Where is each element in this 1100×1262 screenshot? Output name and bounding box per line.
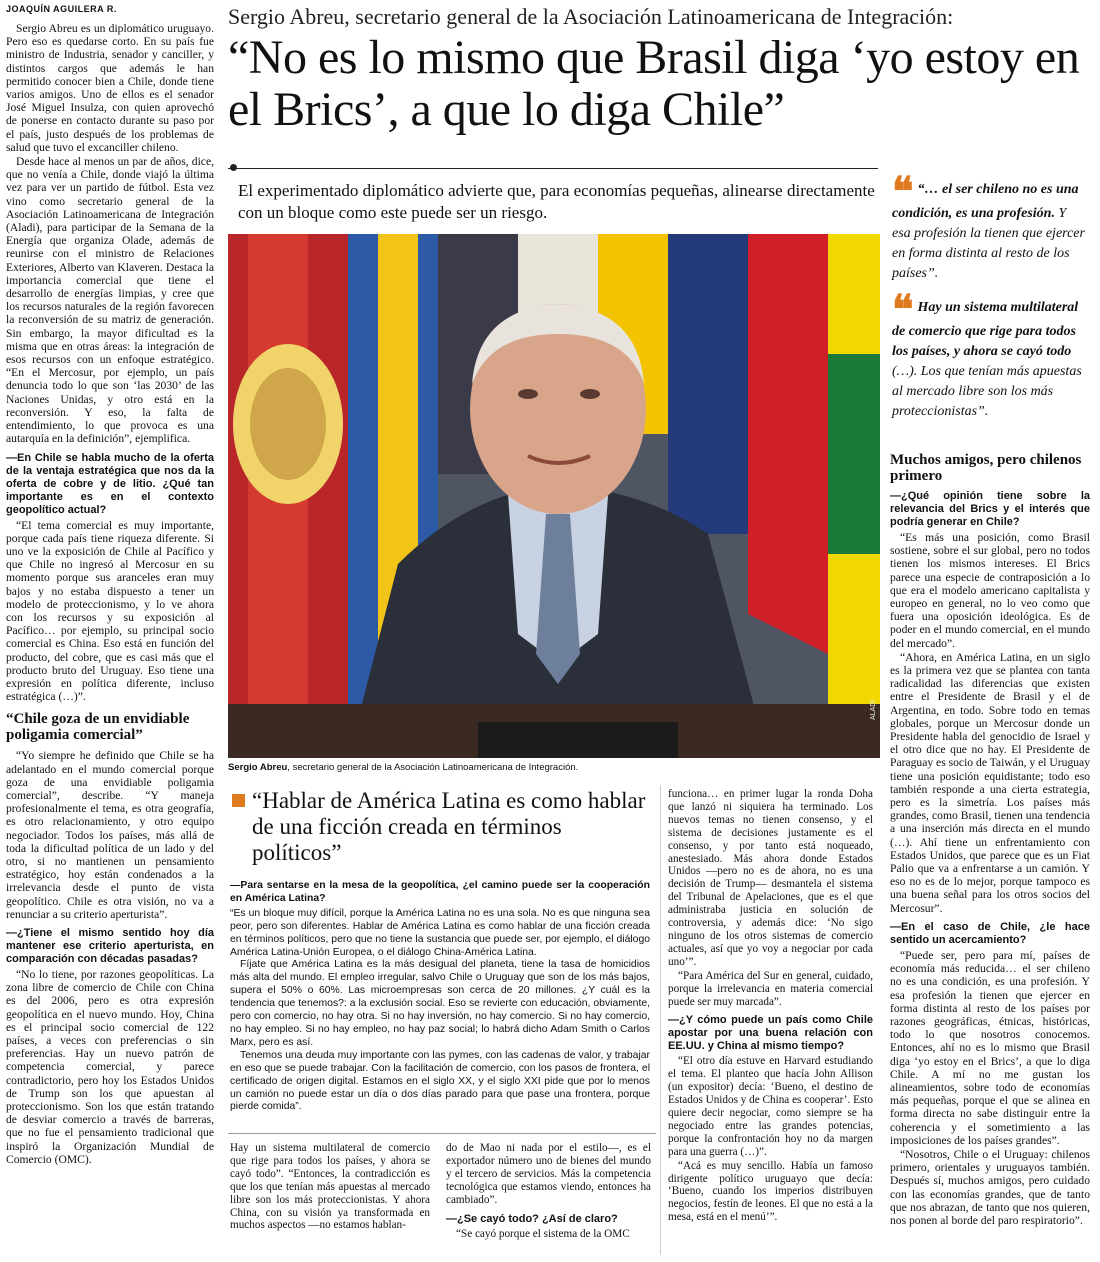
bottom-column-2 [446, 1142, 651, 1241]
photo-sergio-abreu [228, 234, 880, 758]
intro-paragraph: Sergio Abreu es un diplomático uruguayo. Pero eso es quedarse corto. En su país fue ministro de Industria, senador y canciller, y distintos cargos que además le han permitido conocer bien a Chile, donde tiene varios amigos. Uno de ellos es el senador José Miguel Insulza, con quien aprovechó de ponerse en contacto durante su paso por el país, justo después de los problemas de salud que tuvo el excanciller chileno. [6, 22, 214, 154]
subhead: “Hablar de América Latina es como hablar de una ficción creada en términos políticos” [252, 788, 646, 865]
body-paragraph: “Es más una posición, como Brasil sostiene, sobre el sur global, pero no todos tienen los mismos intereses. El Brics parece una especie de contraposición a lo que era el modelo americano capitalista y europeo en general, no lo veo como que fuera una oposición ideológica. Es de poder en el mundo comercial, en el mundo del mercado”. [890, 531, 1090, 650]
body-paragraph: “Para América del Sur en general, cuidado, porque la irrelevancia en materia comercial puede ser muy marcada”. [668, 969, 873, 1008]
body-paragraph: Tenemos una deuda muy importante con las pymes, con las cadenas de valor, y trabajar en eso que se puede trabajar. Con la facilitación de comercio, con los pasos de frontera, el certificado de origen digital. Estamos en el siglo XX, y el siglo XXI pide que por lo menos un camión no puede estar un día o dos días parado para que pase una frontera, porque pierde comida”. [230, 1049, 650, 1113]
bottom-column-1 [230, 1142, 430, 1233]
body-paragraph: Desde hace al menos un par de años, dice, que no venía a Chile, donde viajó la última vez para ver un partido de fútbol. Esta vez vino como secretario general de la Asociación Latinoamericana de Integración (Aladi), para participar de la Semana de la Energía que organiza Olade, además de reunirse con el ministro de Relaciones Exteriores, Alberto van Klaveren. Destaca la importancia comercial que tiene el desarrollo de energías limpias, y cree que los recursos naturales de la región favorecen la reconversión de su matriz de generación. Sin embargo, la mayor dificultad es la misma que en otras áreas: la integración de esos recursos con un enfoque estratégico. “En el Mercosur, por ejemplo, un país denuncia todo lo que son ‘las 2030’ de las Naciones Unidas, y otro está en la reconversión. Y eso, la falta de entendimiento, lo que provoca es una autarquía en la definición”, ejemplifica. [6, 155, 214, 446]
bullet-dot [230, 164, 237, 171]
orange-square-icon [232, 794, 245, 807]
kicker: Sergio Abreu, secretario general de la Asociación Latinoamericana de Integración: [228, 4, 954, 29]
body-paragraph: “El tema comercial es muy importante, porque cada país tiene riqueza diferente. Si uno ve la exposición de Chile al Pacífico y que Chile no ingresó al Mercosur en su momento porque sus aranceles eran muy bajos y no estaba dispuesto a tener un modelo de proteccionismo, y lo ve ahora con los recursos y su exposición al Pacífico… por ejemplo, su principal socio comercial es China. Eso está en función del producto, del cobre, que es casi más que el producto bruto del Uruguay. Eso tiene una expresión en política diferente, incluso estratégica (…)”. [6, 518, 214, 704]
body-paragraph: “Ahora, en América Latina, en un siglo es la primera vez que se plantea con tanta radicalidad las diferencias que existen entre el Presidente de Brasil y el de Argentina, en todo. Sobre todo en temas globales, porque un Mercosur donde un Presidente habla del genocidio de Israel y el otro dice que no hay. El Presidente de Paraguay es socio de Taiwán, y el Uruguay tiene una posición equidistante; todo eso también responde a una cierta estrategia, pero es la simetría. Los países más grandes, como Brasil, tienen una tendencia a una inserción más directa en el mundo (…). Ahí tiene un enfrentamiento con Estados Unidos, que parece que es un Fiat Palio que va a enfrentarse a un camión. Y eso no es de lo mejor, porque tampoco es una buena señal para los otros socios del Mercosur”. [890, 650, 1090, 915]
pull-quote-1 [892, 168, 1088, 284]
caption-text: , secretario general de la Asociación Latinoamericana de Integración. [287, 762, 579, 773]
body-paragraph: do de Mao ni nada por el estilo—, es el exportador número uno de bienes del mundo y el tercero de servicios. Más la competencia tecnológica que estamos viendo, entonces ha cambiado”. [446, 1142, 651, 1206]
body-paragraph: “Se cayó porque el sistema de la OMC [456, 1227, 630, 1240]
body-paragraph: “No lo tiene, por razones geopolíticas. La zona libre de comercio de Chile con China es del 2006, pero es otra expresión geopolítica en el nuevo mundo. Hoy, China es el principal socio comercial de 122 países, a veces con preferencias o sin preferencias. Hay un nuevo patrón de competencia comercial, y parece contradictorio, pero hoy los Estados Unidos de Trump son los que apuestan al proteccionismo. Son los que están tratando de desviar comercio a través de barreras, que no fue el pensamiento tradicional que inspiró la Organización Mundial de Comercio (OMC). [6, 967, 214, 1166]
question: —Para sentarse en la mesa de la geopolítica, ¿el camino puede ser la cooperación en América Latina? [230, 880, 650, 904]
divider [228, 168, 878, 169]
body-paragraph: “Nosotros, Chile o el Uruguay: chilenos primero, orientales y uruguayos también. Después sí, muchos amigos, pero cuidado con las economías grandes, que de tanto que nos abrazan, de tanto que nos quieren, nos ponen al borde del paro respiratorio”. [890, 1147, 1090, 1227]
body-paragraph: “Es un bloque muy difícil, porque la América Latina no es una sola. No es que ninguna sea peor, pero son diferentes. Hablar de América Latina es como hablar de una ficción creada en términos políticos, pero que no tiene la sustancia que puede ser, por ejemplo, el diálogo América Latina-Unión Europea, o el diálogo China-América Latina. [230, 907, 650, 958]
section-heading: Muchos amigos, pero chilenos primero [890, 452, 1082, 484]
column-divider [660, 785, 661, 1255]
body-paragraph: Hay un sistema multilateral de comercio que rige para todos los países, y ahora se cayó todo”. “Entonces, la contradicción es que los que tenían más apuestas al mercado libre son los más proteccionistas. Y ahora China, con su visión ya transformada en muchos aspectos —no estamos hablan- [230, 1142, 430, 1232]
right-column [890, 452, 1090, 1228]
byline: JOAQUÍN AGUILERA R. [6, 4, 117, 14]
question: —En Chile se habla mucho de la oferta de la ventaja estratégica que nos da la oferta de cobre y de litio. ¿Qué tan importante es en el contexto geopolítico actual? [6, 451, 214, 516]
body-paragraph: funciona… en primer lugar la ronda Doha que lanzó ni siquiera ha terminado. Los nuevos temas no tienen consenso, y el sistema de decisiones justamente es el consenso, y por tanto está noqueado, anestesiado. Más ahora donde Estados Unidos —pero no es de ahora, no es una decisión de Trump— desmantela el sistema del Tribunal de Apelaciones, que es el que administraba justicia en solución de controversia, y además dice: ‘No sigo ninguno de los otros sistemas de comercio actuales, así que yo voy a negociar por cada uno’”. [668, 788, 873, 968]
question: —¿Qué opinión tiene sobre la relevancia del Brics y el interés que podría generar en Chile? [890, 490, 1090, 528]
quote-mark-icon: ❝ [892, 286, 914, 333]
photo-credit: ALADI [870, 699, 877, 720]
left-column [6, 22, 214, 1167]
body-paragraph: “El otro día estuve en Harvard estudiando el tema. El planteo que hacía John Allison (un expositor) decía: ‘Bueno, el destino de Estados Unidos y de China es cooperar’. Esto quiere decir negociar, como siempre se ha negociado entre las grandes potencias, porque la confrontación hoy no da margen para una guerra (…)”. [668, 1055, 873, 1158]
pull-quote-bold: Hay un sistema multilateral de comercio que rige para todos los países, y ahora se cayó todo [892, 300, 1079, 359]
body-paragraph: “Acá es muy sencillo. Había un famoso dirigente político uruguayo que decía: ‘Bueno, cuando los imperios distribuyen negocios, festín de leones. El que no está a la mesa, está en el menú’”. [668, 1159, 873, 1224]
caption-name: Sergio Abreu [228, 762, 288, 773]
quote-mark-icon: ❝ [892, 168, 914, 215]
pull-quote-bold: “… el ser chileno no es una condición, es una profesión. [892, 182, 1079, 221]
interview-block [230, 880, 650, 1114]
pull-quote-text: (…). Los que tenían más apuestas al mercado libre son los más proteccionistas”. [892, 364, 1082, 419]
pull-quote-text: Y esa profesión la tienen que ejercer en forma distinta al resto de los países”. [892, 206, 1085, 281]
question: —¿Tiene el mismo sentido hoy día mantener ese criterio aperturista, en comparación con décadas pasadas? [6, 926, 214, 965]
middle-column [668, 788, 873, 1225]
question: —En el caso de Chile, ¿le hace sentido un acercamiento? [890, 920, 1090, 946]
body-paragraph: “Yo siempre he definido que Chile se ha adelantado en el mundo comercial porque goza de una envidiable poligamia comercial”, describe. “Y maneja profesionalmente el tema, es otra geografía, es otro relacionamiento, y otro equipo negociador. Todos los países, más allá de toda la dificultad política de un lado y del otro, si no mantienen un pensamiento estratégico, hoy están condenados a la irrelevancia desde el punto de vista geopolítico. Chile es otra visión, no va a renunciar a su criterio aperturista”. [6, 749, 214, 921]
photo-caption [228, 762, 880, 774]
question: —¿Y cómo puede un país como Chile apostar por una buena relación con EE.UU. y China al mismo tiempo? [668, 1014, 873, 1053]
portrait-illustration [228, 234, 880, 758]
body-paragraph: “Puede ser, pero para mí, países de economía más reducida… el ser chileno no es una condición, es una profesión. Y esa profesión la tienen que ejercer en forma distinta al resto de los países por razones geográficas, étnicas, históricas, todo lo que nosotros conocemos. Entonces, ahí no es lo mismo que Brasil diga ‘yo estoy en el Brics’, a que lo diga Chile. A mí no me gustan los alineamientos, sobre todo de economías más pequeñas, porque el que se alinea en forma directa no sabe distinguir entre la coherencia y el sometimiento a las imposiciones de los países grandes”. [890, 948, 1090, 1147]
question: —¿Se cayó todo? ¿Así de claro? [446, 1212, 618, 1225]
deck: El experimentado diplomático advierte que, para economías pequeñas, alinearse directamente con un bloque como este puede ser un riesgo. [238, 181, 875, 222]
headline: “No es lo mismo que Brasil diga ‘yo estoy en el Brics’, a que lo diga Chile” [228, 31, 1080, 136]
divider [228, 1133, 656, 1134]
section-heading: “Chile goza de un envidiable poligamia comercial” [6, 711, 190, 744]
body-paragraph: Fíjate que América Latina es la más desigual del planeta, tiene la tasa de homicidios más alta del mundo. El empleo irregular, salvo Chile o Uruguay que son de los más bajos, supera el 50% o 60%. Las microempresas son cerca de 20 millones. ¿Y cuál es la tendencia que tenemos?: a la exclusión social. Eso se revierte con educación, obviamente, pero con comercio, no hay otra. Si no hay inversión, no hay comercio. Si no hay comercio, no hay empleo. Si no hay empleo, no hay paz social; lo habrá dicho Adam Smith o Carlos Marx, pero es así. [230, 959, 650, 1048]
pull-quote-2 [892, 286, 1088, 422]
